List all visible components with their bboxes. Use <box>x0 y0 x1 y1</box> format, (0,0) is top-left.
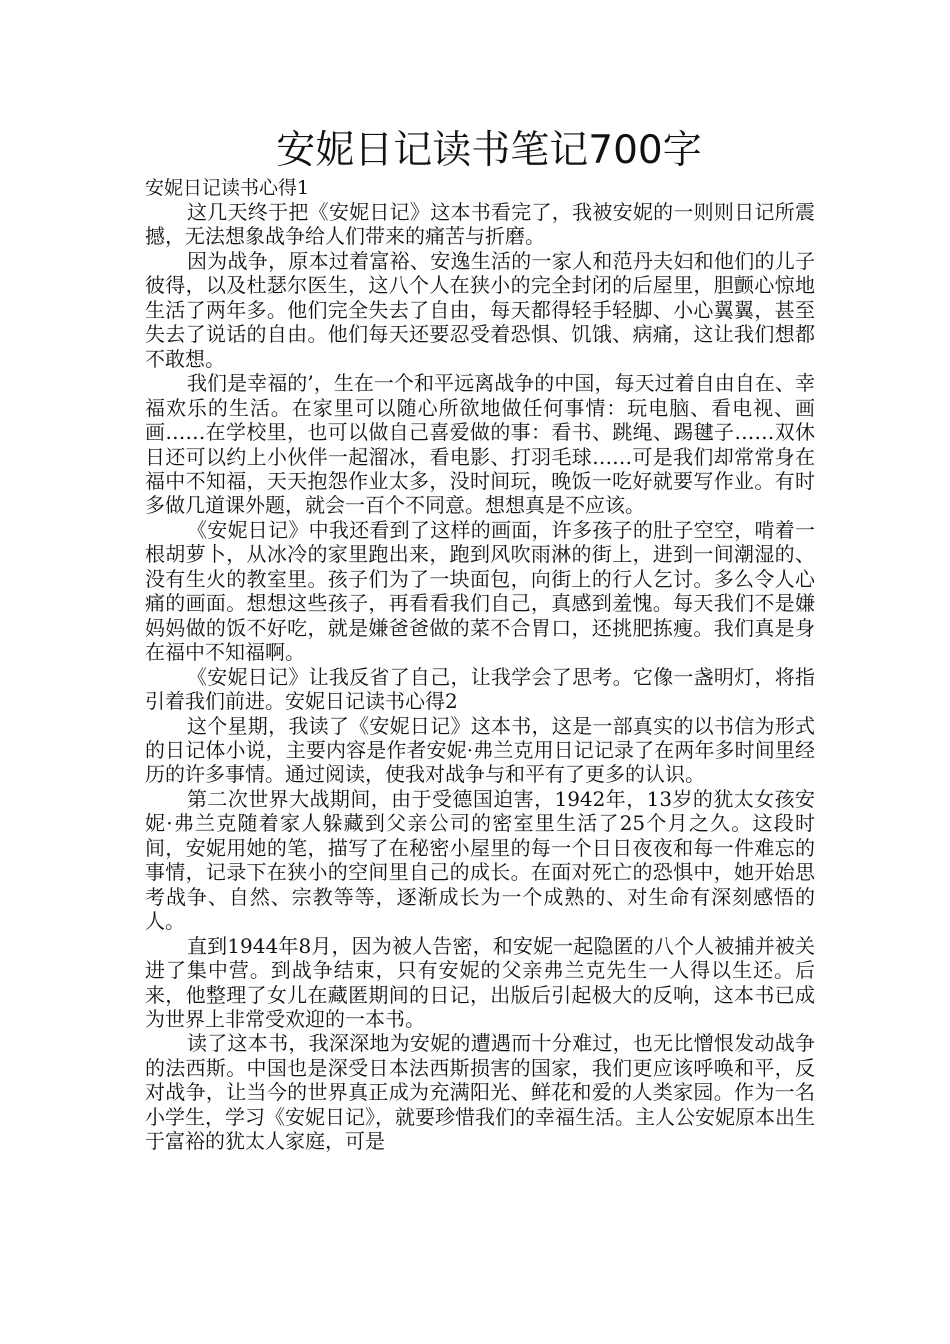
paragraph: 《安妮日记》让我反省了自己，让我学会了思考。它像一盏明灯，将指引着我们前进。安妮日记读书心得2 <box>145 664 815 714</box>
paragraph: 因为战争，原本过着富裕、安逸生活的一家人和范丹夫妇和他们的儿子彼得，以及杜瑟尔医生，这八个人在狭小的完全封闭的后屋里，胆颤心惊地生活了两年多。他们完全失去了自由，每天都得轻手轻脚、小心翼翼，甚至失去了说话的自由。他们每天还要忍受着恐惧、饥饿、病痛，这让我们想都不敢想。 <box>145 248 815 371</box>
section-heading: 安妮日记读书心得1 <box>145 177 310 199</box>
paragraph: 读了这本书，我深深地为安妮的遭遇而十分难过，也无比憎恨发动战争的法西斯。中国也是深受日本法西斯损害的国家，我们更应该呼唤和平，反对战争，让当今的世界真正成为充满阳光、鲜花和爱的人类家园。作为一名小学生，学习《安妮日记》，就要珍惜我们的幸福生活。主人公安妮原本出生于富裕的犹太人家庭，可是 <box>145 1031 815 1154</box>
paragraph: 直到1944年8月，因为被人告密，和安妮一起隐匿的八个人被捕并被关进了集中营。到战争结束，只有安妮的父亲弗兰克先生一人得以生还。后来，他整理了女儿在藏匿期间的日记，出版后引起极大的反响，这本书已成为世界上非常受欢迎的一本书。 <box>145 933 815 1031</box>
paragraph: 《安妮日记》中我还看到了这样的画面，许多孩子的肚子空空，啃着一根胡萝卜，从冰冷的家里跑出来，跑到风吹雨淋的街上，进到一间潮湿的、没有生火的教室里。孩子们为了一块面包，向街上的行人乞讨。多么令人心痛的画面。想想这些孩子，再看看我们自己，真感到羞愧。每天我们不是嫌妈妈做的饭不好吃，就是嫌爸爸做的菜不合胃口，还挑肥拣瘦。我们真是身在福中不知福啊。 <box>145 517 815 665</box>
paragraph: 这个星期，我读了《安妮日记》这本书，这是一部真实的以书信为形式的日记体小说，主要内容是作者安妮·弗兰克用日记记录了在两年多时间里经历的许多事情。通过阅读，使我对战争与和平有了更多的认识。 <box>145 713 815 787</box>
paragraph: 这几天终于把《安妮日记》这本书看完了，我被安妮的一则则日记所震撼，无法想象战争给人们带来的痛苦与折磨。 <box>145 200 815 249</box>
paragraph: 我们是幸福的’，生在一个和平远离战争的中国，每天过着自由自在、幸福欢乐的生活。在家里可以随心所欲地做任何事情：玩电脑、看电视、画画……在学校里，也可以做自己喜爱做的事：看书、跳绳、踢毽子……双休日还可以约上小伙伴一起溜冰，看电影、打羽毛球……可是我们却常常身在福中不知福，天天抱怨作业太多，没时间玩，晚饭一吃好就要写作业。有时多做几道课外题，就会一百个不同意。想想真是不应该。 <box>145 371 815 518</box>
paragraph: 第二次世界大战期间，由于受德国迫害，1942年，13岁的犹太女孩安妮·弗兰克随着家人躲藏到父亲公司的密室里生活了25个月之久。这段时间，安妮用她的笔，描写了在秘密小屋里的每一个日日夜夜和每一件难忘的事情，记录下在狭小的空间里自己的成长。在面对死亡的恐惧中，她开始思考战争、自然、宗教等等，逐渐成长为一个成熟的、对生命有深刻感悟的人。 <box>145 786 815 934</box>
document-title: 安妮日记读书笔记700字 <box>276 128 702 173</box>
document-page <box>145 128 815 1154</box>
